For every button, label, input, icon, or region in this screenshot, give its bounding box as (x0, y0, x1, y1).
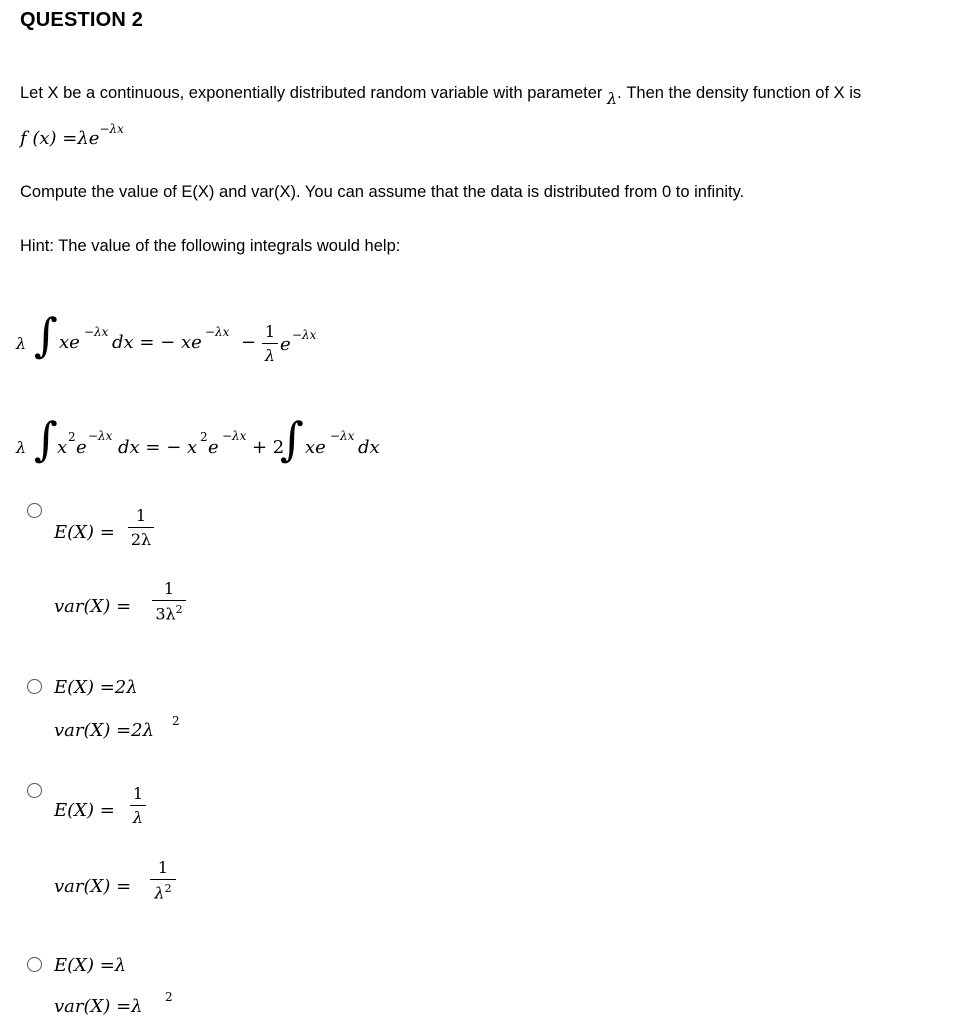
intro-text-end: . Then the density function of X is (617, 84, 862, 102)
formula-2-lambda: λ (16, 438, 27, 457)
formula-1-minus: − (241, 332, 257, 353)
option-a-var-num: 1 (163, 579, 175, 598)
formula-1-integral: ∫ (34, 308, 58, 362)
option-d-var: var(X) =λ (54, 996, 143, 1017)
hint-text: Hint: The value of the following integrals would help: (20, 237, 401, 255)
formula-2-rhs-square: 2 (200, 430, 208, 444)
option-a-ex-lhs: E(X) = (54, 522, 115, 543)
formula-2-integral-2: ∫ (280, 412, 304, 466)
formula-1-frac-num: 1 (264, 322, 276, 341)
option-c-ex-den: λ (132, 808, 144, 827)
option-a-var-den: 3λ (155, 604, 176, 624)
option-c-var-fraction (150, 858, 176, 902)
radio-button-b[interactable] (27, 679, 42, 694)
intro-text: Let X be a continuous, exponentially distributed random variable with parameter (20, 84, 603, 102)
option-a-var-lhs: var(X) = (54, 596, 132, 617)
formula-1-lambda: λ (16, 334, 27, 353)
option-a-var-den-exp: 2 (175, 603, 183, 616)
radio-button-c[interactable] (27, 783, 42, 798)
density-exponent: −λx (99, 122, 124, 136)
formula-2-square: 2 (68, 430, 76, 444)
option-c-ex-num: 1 (132, 784, 144, 803)
option-d-ex: E(X) =λ (54, 955, 127, 976)
answer-option-b[interactable] (20, 676, 320, 756)
formula-2-integral: ∫ (34, 412, 58, 466)
formula-2-e: e (76, 437, 87, 458)
fraction-bar (152, 600, 186, 601)
formula-2-rhs-exp: −λx (222, 429, 247, 443)
option-a-ex-fraction (128, 506, 154, 549)
task-text: Compute the value of E(X) and var(X). You can assume that the data is distributed from 0 to infinity. (20, 183, 745, 201)
answer-option-d[interactable] (20, 954, 320, 1024)
density-function (20, 122, 124, 149)
option-c-var-lhs: var(X) = (54, 876, 132, 897)
option-c-var-den: λ (154, 883, 165, 903)
option-d-var-exp: 2 (165, 990, 173, 1004)
formula-1-tail-e: e (280, 334, 291, 355)
formula-1-tail-exp: −λx (292, 328, 317, 342)
formula-1-rhs-exp: −λx (205, 325, 230, 339)
fraction-bar (150, 879, 176, 880)
hint-formula-1 (16, 308, 376, 378)
question-intro (20, 83, 862, 108)
option-b-var: var(X) =2λ (54, 720, 155, 741)
fraction-bar (128, 527, 154, 528)
radio-button-a[interactable] (27, 503, 42, 518)
formula-2-rhs-e: e (208, 437, 219, 458)
option-c-ex-fraction (130, 784, 146, 827)
question-title: QUESTION 2 (20, 9, 144, 31)
formula-1-dx-eq: dx = − xe (112, 332, 202, 353)
formula-2-plus-two: + 2 (252, 437, 285, 458)
formula-1-integrand: xe (59, 332, 80, 353)
fraction-bar (130, 805, 146, 806)
option-a-var-fraction (152, 579, 186, 623)
formula-2-int2-exp: −λx (330, 429, 355, 443)
radio-button-d[interactable] (27, 957, 42, 972)
formula-2-int2-dx: dx (358, 437, 380, 458)
option-b-ex: E(X) =2λ (54, 677, 138, 698)
fraction-bar (262, 343, 278, 344)
formula-1-frac-den: λ (264, 346, 276, 365)
option-b-var-exp: 2 (172, 714, 180, 728)
formula-2-integrand-exp: −λx (88, 429, 113, 443)
answer-option-c[interactable] (20, 780, 320, 920)
answer-option-a[interactable] (20, 500, 320, 640)
formula-2-int2-integrand: xe (305, 437, 326, 458)
formula-1-integrand-exp: −λx (84, 325, 109, 339)
hint-formula-2 (16, 412, 396, 480)
density-lhs: f (x) =λe (20, 128, 100, 149)
option-c-var-num: 1 (157, 858, 169, 877)
option-c-ex-lhs: E(X) = (54, 800, 115, 821)
option-c-var-den-exp: 2 (164, 882, 172, 895)
formula-2-dx-eq: dx = − x (118, 437, 198, 458)
option-a-ex-den: 2λ (130, 530, 152, 549)
formula-1-fraction (262, 322, 278, 365)
lambda-symbol: λ (607, 89, 618, 108)
option-a-ex-num: 1 (135, 506, 147, 525)
formula-2-x: x (57, 437, 68, 458)
